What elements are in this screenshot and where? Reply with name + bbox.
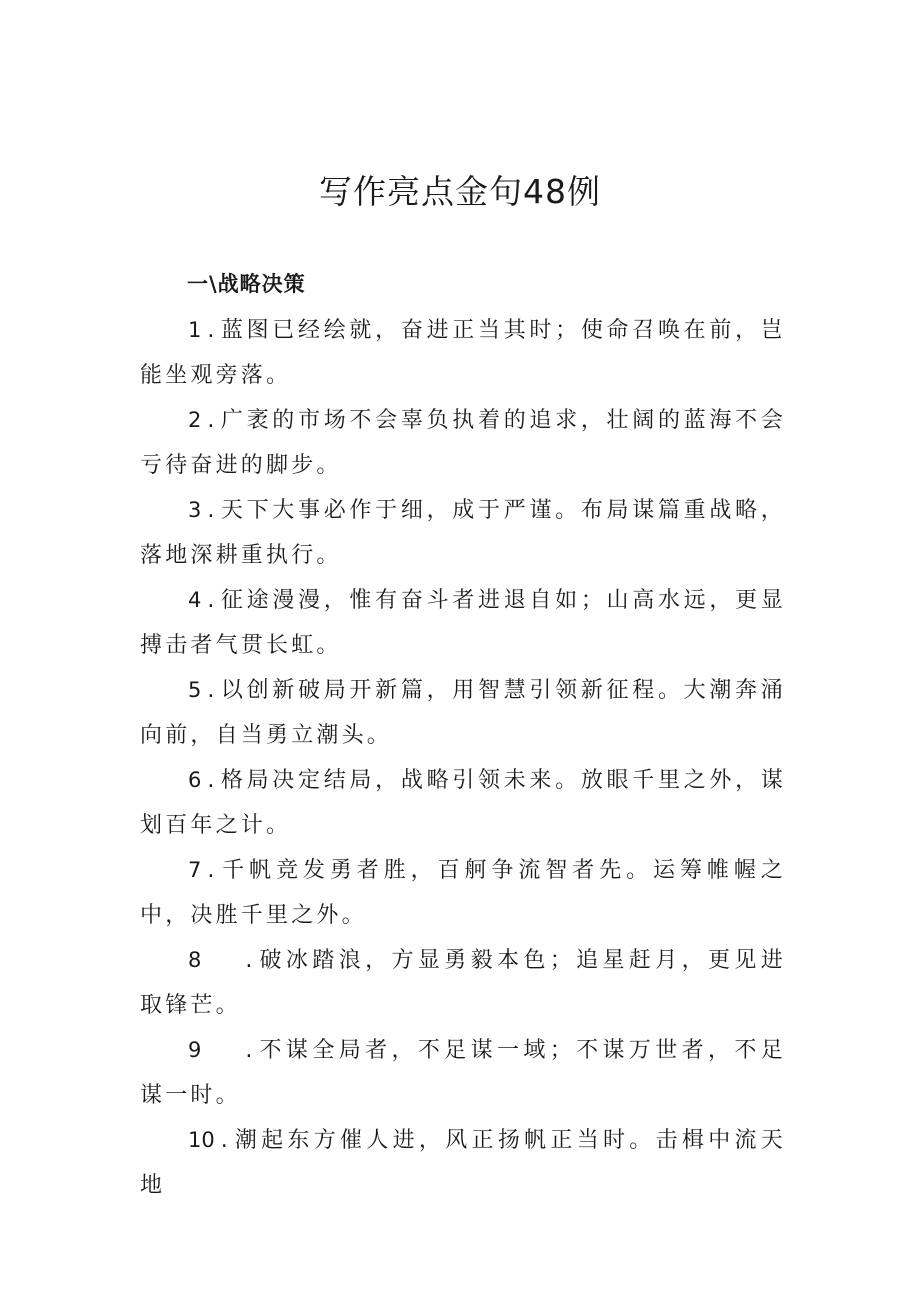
item-list bbox=[140, 308, 786, 1208]
item-separator: . bbox=[245, 948, 253, 973]
item-number: 7 bbox=[188, 858, 202, 882]
item-text: 以创新破局开新篇，用智慧引领新征程。大潮奔涌向前，自当勇立潮头。 bbox=[140, 678, 786, 748]
list-item bbox=[140, 398, 786, 488]
list-item bbox=[140, 848, 786, 938]
item-number: 9 bbox=[188, 1038, 202, 1062]
list-item bbox=[140, 1118, 786, 1208]
item-separator: . bbox=[207, 858, 215, 883]
item-number: 5 bbox=[188, 678, 202, 702]
item-text: 不谋全局者，不足谋一域；不谋万世者，不足谋一时。 bbox=[140, 1038, 786, 1108]
item-text: 破冰踏浪，方显勇毅本色；追星赶月，更见进取锋芒。 bbox=[140, 948, 786, 1018]
item-number: 6 bbox=[188, 768, 202, 792]
item-separator: . bbox=[220, 1128, 228, 1153]
item-text: 潮起东方催人进，风正扬帆正当时。击楫中流天地 bbox=[140, 1128, 786, 1198]
list-item bbox=[140, 578, 786, 668]
item-number: 2 bbox=[188, 408, 202, 432]
item-separator: . bbox=[207, 588, 215, 613]
item-number: 3 bbox=[188, 498, 202, 522]
list-item bbox=[140, 488, 786, 578]
item-number: 4 bbox=[188, 588, 202, 612]
section-heading: 一\战略决策 bbox=[187, 272, 306, 296]
list-item bbox=[140, 308, 786, 398]
item-text: 广袤的市场不会辜负执着的追求，壮阔的蓝海不会亏待奋进的脚步。 bbox=[140, 408, 786, 478]
list-item bbox=[140, 1028, 786, 1118]
item-number: 10 bbox=[188, 1128, 215, 1152]
item-separator: . bbox=[207, 318, 215, 343]
item-text: 千帆竞发勇者胜，百舸争流智者先。运筹帷幄之中，决胜千里之外。 bbox=[140, 858, 786, 928]
item-separator: . bbox=[207, 408, 215, 433]
item-text: 征途漫漫，惟有奋斗者进退自如；山高水远，更显搏击者气贯长虹。 bbox=[140, 588, 786, 658]
list-item bbox=[140, 758, 786, 848]
item-number: 8 bbox=[188, 948, 202, 972]
document-title: 写作亮点金句48例 bbox=[319, 172, 601, 211]
item-text: 格局决定结局，战略引领未来。放眼千里之外，谋划百年之计。 bbox=[140, 768, 786, 838]
item-number: 1 bbox=[188, 318, 202, 342]
item-text: 天下大事必作于细，成于严谨。布局谋篇重战略，落地深耕重执行。 bbox=[140, 498, 786, 568]
item-text: 蓝图已经绘就，奋进正当其时；使命召唤在前，岂能坐观旁落。 bbox=[140, 318, 786, 388]
item-separator: . bbox=[207, 768, 215, 793]
list-item bbox=[140, 938, 786, 1028]
item-separator: . bbox=[207, 678, 215, 703]
list-item bbox=[140, 668, 786, 758]
item-separator: . bbox=[207, 498, 215, 523]
item-separator: . bbox=[245, 1038, 253, 1063]
